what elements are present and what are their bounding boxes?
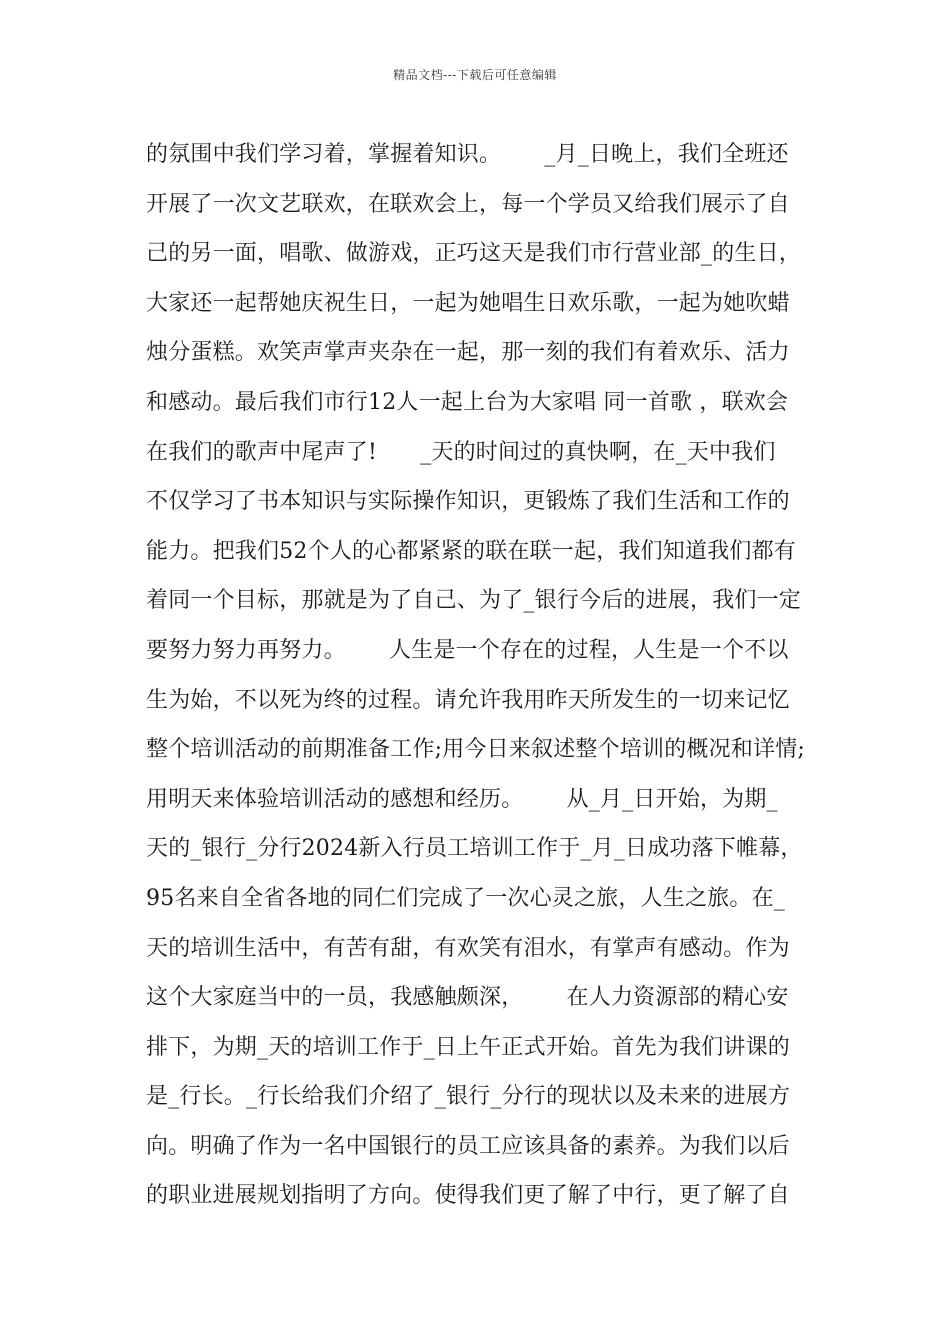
text-line: 生为始，不以死为终的过程。请允许我用昨天所发生的一切来记忆 [146, 687, 790, 713]
text-line: 天的_银行_分行2024新入行员工培训工作于_月_日成功落下帷幕， [146, 836, 803, 862]
text-line: 是_行长。_行长给我们介绍了_银行_分行的现状以及未来的进展方 [146, 1084, 791, 1110]
text-line: 天的培训生活中，有苦有甜，有欢笑有泪水，有掌声有感动。作为 [146, 935, 790, 961]
text-line: 排下，为期_天的培训工作于_日上午正式开始。首先为我们讲课的 [146, 1034, 791, 1060]
text-line: 这个大家庭当中的一员，我感触颇深， 在人力资源部的精心安 [146, 985, 789, 1011]
text-line: 要努力努力再努力。 人生是一个存在的过程，人生是一个不以 [146, 637, 789, 663]
text-line: 大家还一起帮她庆祝生日，一起为她唱生日欢乐歌，一起为她吹蜡 [146, 290, 790, 316]
text-line: 的氛围中我们学习着，掌握着知识。 _月_日晚上，我们全班还 [146, 142, 789, 167]
text-line: 用明天来体验培训活动的感想和经历。 从_月_日开始，为期_ [146, 786, 778, 812]
text-line: 不仅学习了书本知识与实际操作知识，更锻炼了我们生活和工作的 [146, 489, 790, 515]
text-line: 和感动。最后我们市行12人一起上台为大家唱 同一首歌 ，联欢会 [146, 389, 789, 415]
text-line: 着同一个目标，那就是为了自己、为了_银行今后的进展，我们一定 [146, 588, 802, 614]
text-line: 开展了一次文艺联欢，在联欢会上，每一个学员又给我们展示了自 [146, 191, 790, 217]
text-line: 向。明确了作为一名中国银行的员工应该具备的素养。为我们以后 [146, 1133, 790, 1159]
page-header: 精品文档---下载后可任意编辑 [393, 68, 557, 82]
document-body [146, 130, 826, 1221]
text-line: 在我们的歌声中尾声了! _天的时间过的真快啊，在_天中我们 [146, 439, 776, 465]
text-line: 己的另一面，唱歌、做游戏，正巧这天是我们市行营业部_的生日， [146, 241, 802, 267]
text-line: 烛分蛋糕。欢笑声掌声夹杂在一起，那一刻的我们有着欢乐、活力 [146, 340, 790, 366]
text-line: 的职业进展规划指明了方向。使得我们更了解了中行，更了解了自 [146, 1183, 790, 1209]
text-line: 95名来自全省各地的同仁们完成了一次心灵之旅，人生之旅。在_ [146, 885, 785, 911]
text-line: 整个培训活动的前期准备工作;用今日来叙述整个培训的概况和详情; [146, 737, 806, 763]
text-line: 能力。把我们52个人的心都紧紧的联在联一起，我们知道我们都有 [146, 538, 796, 564]
